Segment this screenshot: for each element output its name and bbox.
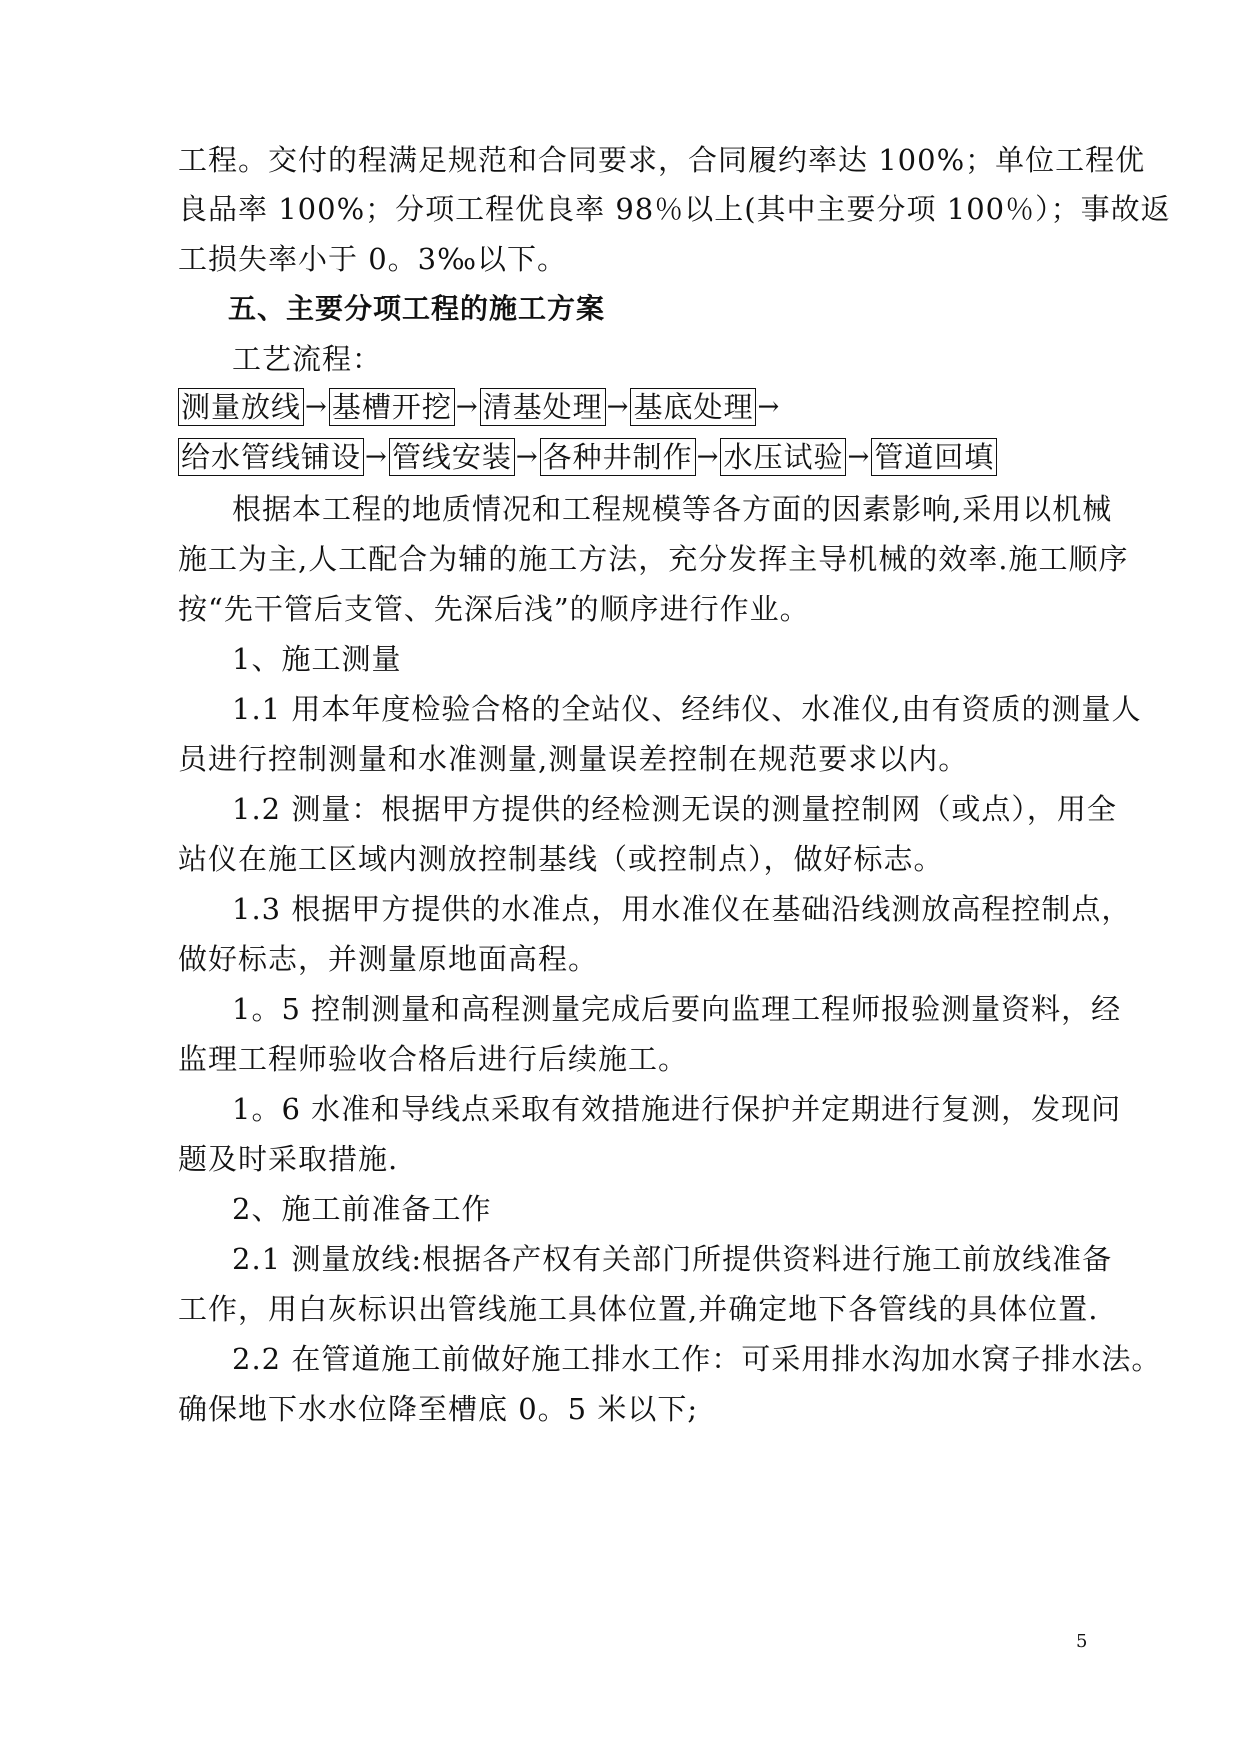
flow-step-box: 基槽开挖	[329, 388, 455, 426]
flow-step-box: 管道回填	[871, 438, 997, 476]
paragraph-line: 1.2 测量：根据甲方提供的经检测无误的测量控制网（或点），用全	[232, 792, 1117, 826]
flow-arrow-icon: →	[847, 442, 871, 472]
paragraph-line: 1.1 用本年度检验合格的全站仪、经纬仪、水准仪,由有资质的测量人	[232, 692, 1142, 726]
paragraph-line: 工程。交付的程满足规范和合同要求，合同履约率达 100%；单位工程优	[178, 143, 1146, 177]
paragraph-line: 监理工程师验收合格后进行后续施工。	[178, 1042, 689, 1076]
flow-step-box: 各种井制作	[540, 438, 696, 476]
paragraph-line: 2.1 测量放线:根据各产权有关部门所提供资料进行施工前放线准备	[232, 1242, 1113, 1276]
flow-step-box: 管线安装	[389, 438, 515, 476]
flow-step-box: 测量放线	[178, 388, 304, 426]
flow-step-box: 给水管线铺设	[178, 438, 364, 476]
paragraph-line: 员进行控制测量和水准测量,测量误差控制在规范要求以内。	[178, 742, 969, 776]
paragraph-line: 施工为主,人工配合为辅的施工方法，充分发挥主导机械的效率.施工顺序	[178, 542, 1129, 576]
flow-step-box: 基底处理	[630, 388, 756, 426]
flow-arrow-icon: →	[515, 442, 539, 472]
paragraph-line: 站仪在施工区域内测放控制基线（或控制点），做好标志。	[178, 842, 944, 876]
subsection-heading: 2、施工前准备工作	[232, 1192, 492, 1226]
flow-arrow-icon: →	[305, 392, 328, 422]
paragraph-line: 确保地下水水位降至槽底 0。5 米以下;	[178, 1392, 699, 1426]
paragraph-line: 按“先干管后支管、先深后浅”的顺序进行作业。	[178, 592, 810, 626]
paragraph-line: 良品率 100%；分项工程优良率 98％以上(其中主要分项 100％）；事故返	[178, 192, 1171, 226]
paragraph-line: 工损失率小于 0。3‰以下。	[178, 242, 568, 276]
flow-arrow-icon: →	[606, 392, 630, 422]
paragraph-line: 题及时采取措施.	[178, 1142, 399, 1176]
paragraph-line: 2.2 在管道施工前做好施工排水工作：可采用排水沟加水窝子排水法。	[232, 1342, 1162, 1376]
paragraph-line: 1。6 水准和导线点采取有效措施进行保护并定期进行复测，发现问	[232, 1092, 1122, 1126]
flow-step-box: 水压试验	[720, 438, 846, 476]
process-flow-row-2	[178, 438, 997, 476]
process-label: 工艺流程：	[232, 342, 383, 376]
flow-arrow-icon: →	[455, 392, 479, 422]
paragraph-line: 根据本工程的地质情况和工程规模等各方面的因素影响,采用以机械	[232, 492, 1113, 526]
section-heading-5: 五、主要分项工程的施工方案	[228, 292, 606, 325]
paragraph-line: 工作，用白灰标识出管线施工具体位置,并确定地下各管线的具体位置.	[178, 1292, 1099, 1326]
paragraph-line: 做好标志，并测量原地面高程。	[178, 942, 599, 976]
process-flow-row-1	[178, 388, 781, 426]
flow-arrow-icon: →	[365, 442, 388, 472]
page-number: 5	[1076, 1631, 1088, 1652]
flow-step-box: 清基处理	[480, 388, 606, 426]
subsection-heading: 1、施工测量	[232, 642, 402, 676]
flow-arrow-icon: →	[696, 442, 720, 472]
paragraph-line: 1.3 根据甲方提供的水准点，用水准仪在基础沿线测放高程控制点，	[232, 892, 1132, 926]
paragraph-line: 1。5 控制测量和高程测量完成后要向监理工程师报验测量资料，经	[232, 992, 1122, 1026]
flow-arrow-icon: →	[757, 392, 781, 422]
